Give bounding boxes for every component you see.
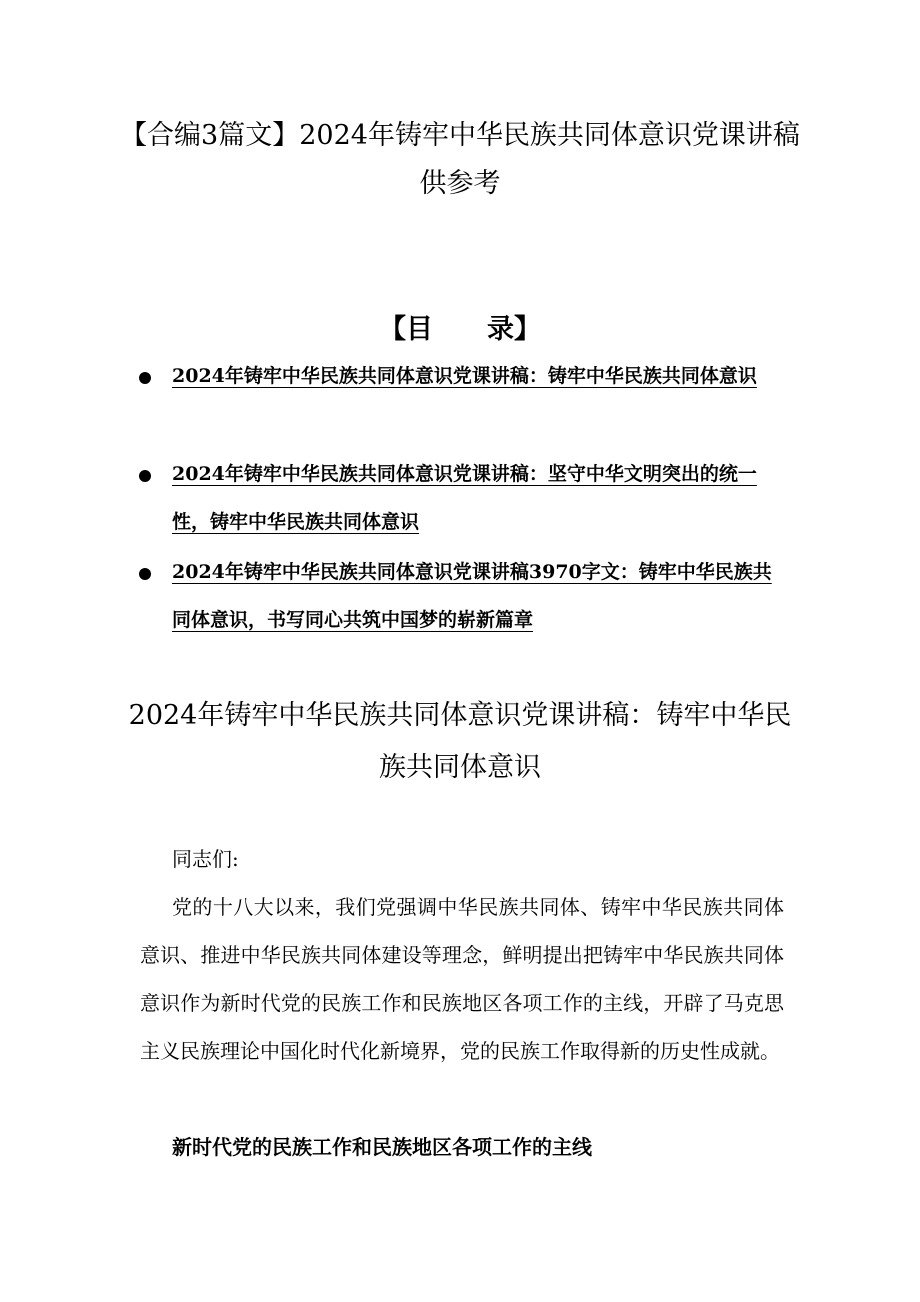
body-paragraph: 党的十八大以来，我们党强调中华民族共同体、铸牢中华民族共同体意识、推进中华民族共同体建设等理念，鲜明提出把铸牢中华民族共同体意识作为新时代党的民族工作和民族地区各项工作的主线，开辟了马克思主义民族理论中国化时代化新境界，党的民族工作取得新的历史性成就。 xyxy=(140,895,784,1063)
toc-link-2[interactable]: 2024年铸牢中华民族共同体意识党课讲稿：坚守中华文明突出的统一性，铸牢中华民族共同体意识 xyxy=(172,463,757,533)
subheading: 新时代党的民族工作和民族地区各项工作的主线 xyxy=(172,1135,592,1159)
toc-heading: 【目 录】 xyxy=(379,314,541,345)
section-title: 2024年铸牢中华民族共同体意识党课讲稿：铸牢中华民族共同体意识 xyxy=(128,700,792,783)
greeting: 同志们: xyxy=(172,847,239,871)
bullet-icon xyxy=(139,568,151,580)
document-title: 【合编3篇文】2024年铸牢中华民族共同体意识党课讲稿供参考 xyxy=(120,120,800,199)
toc-link-3[interactable]: 2024年铸牢中华民族共同体意识党课讲稿3970字文：铸牢中华民族共同体意识，书写同心共筑中国梦的崭新篇章 xyxy=(172,561,772,631)
toc-link-1[interactable]: 2024年铸牢中华民族共同体意识党课讲稿：铸牢中华民族共同体意识 xyxy=(172,365,757,387)
bullet-icon xyxy=(139,372,151,384)
bullet-icon xyxy=(139,470,151,482)
